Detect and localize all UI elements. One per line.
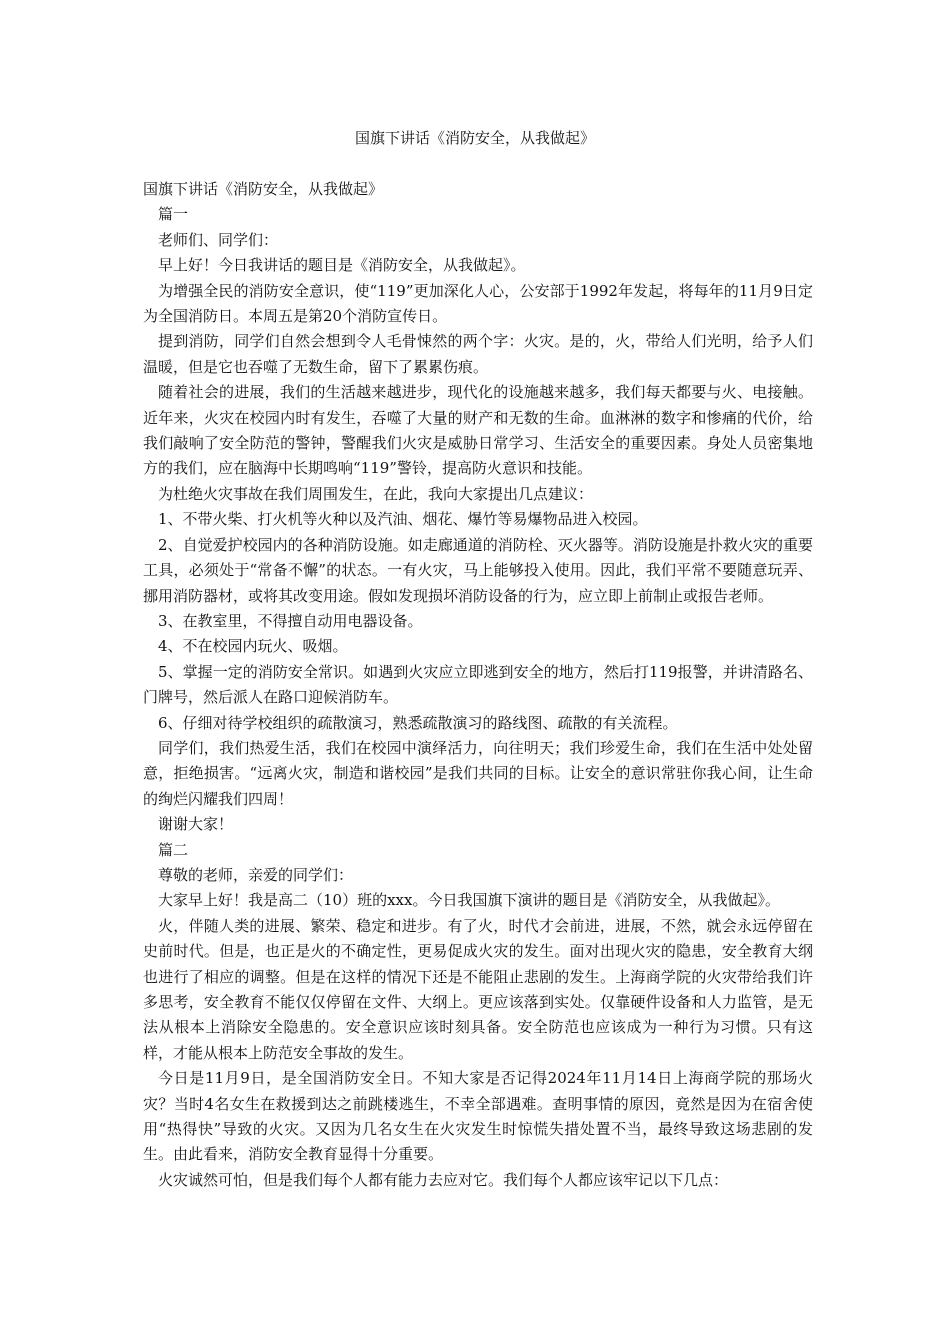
paragraph: 大家早上好！我是高二（10）班的xxx。今日我国旗下演讲的题目是《消防安全，从我做起》。 (158, 891, 780, 910)
paragraph: 为增强全民的消防安全意识，使“119”更加深化人心，公安部于1992年发起，将每年的11月9日定为全国消防日。本周五是第20个消防宣传日。 (143, 281, 813, 326)
paragraph: 同学们，我们热爱生活，我们在校园中演绎活力，向往明天；我们珍爱生命，我们在生活中处处留意，拒绝损害。“远离火灾，制造和谐校园”是我们共同的目标。让安全的意识常驻你我心间，让生命的绚烂闪耀我们四周！ (143, 738, 813, 808)
paragraph: 今日是11月9日，是全国消防安全日。不知大家是否记得2024年11月14日上海商学院的那场火灾？当时4名女生在救援到达之前跳楼逃生，不幸全部遇难。查明事情的原因，竟然是因为在宿舍使用“热得快”导致的火灾。又因为几名女生在火灾发生时惊慌失措处置不当，最终导致这场悲剧的发生。由此看来，消防安全教育显得十分重要。 (143, 1069, 813, 1164)
paragraph: 4、不在校园内玩火、吸烟。 (158, 637, 348, 656)
paragraph: 5、掌握一定的消防安全常识。如遇到火灾应立即逃到安全的地方，然后打119报警，并讲清路名、门牌号，然后派人在路口迎候消防车。 (143, 662, 813, 707)
paragraph: 火灾诚然可怕，但是我们每个人都有能力去应对它。我们每个人都应该牢记以下几点： (158, 1170, 729, 1189)
paragraph: 谢谢大家！ (158, 815, 234, 834)
paragraph: 火，伴随人类的进展、繁荣、稳定和进步。有了火，时代才会前进，进展，不然，就会永远停留在史前时代。但是，也正是火的不确定性，更易促成火灾的发生。面对出现火灾的隐患，安全教育大纲也进行了相应的调整。但是在这样的情况下还是不能阻止悲剧的发生。上海商学院的火灾带给我们许多思考，安全教育不能仅仅停留在文件、大纲上。更应该落到实处。仅靠硬件设备和人力监管，是无法从根本上消除安全隐患的。安全意识应该时刻具备。安全防范也应该成为一种行为习惯。只有这样，才能从根本上防范安全事故的发生。 (143, 916, 813, 1062)
paragraph: 篇二 (158, 840, 189, 859)
paragraph: 尊敬的老师，亲爱的同学们： (158, 865, 354, 884)
paragraph: 为杜绝火灾事故在我们周围发生，在此，我向大家提出几点建议： (158, 484, 594, 503)
paragraph: 1、不带火柴、打火机等火种以及汽油、烟花、爆竹等易爆物品进入校园。 (158, 510, 648, 529)
paragraph: 2、自觉爱护校园内的各种消防设施。如走廊通道的消防栓、灭火器等。消防设施是扑救火灾的重要工具，必须处于“常备不懈”的状态。一有火灾，马上能够投入使用。因此，我们平常不要随意玩弄、挪用消防器材，或将其改变用途。假如发现损坏消防设备的行为，应立即上前制止或报告老师。 (143, 535, 813, 605)
document-subtitle: 国旗下讲话《消防安全，从我做起》 (143, 180, 384, 198)
document-title: 国旗下讲话《消防安全，从我做起》 (354, 129, 595, 147)
document-body (143, 177, 813, 1193)
paragraph: 早上好！今日我讲话的题目是《消防安全，从我做起》。 (158, 256, 526, 275)
paragraph: 篇一 (158, 205, 189, 224)
paragraph: 提到消防，同学们自然会想到令人毛骨悚然的两个字：火灾。是的，火，带给人们光明，给予人们温暖，但是它也吞噬了无数生命，留下了累累伤痕。 (143, 332, 813, 376)
paragraph: 6、仔细对待学校组织的疏散演习，熟悉疏散演习的路线图、疏散的有关流程。 (158, 713, 678, 732)
paragraph: 老师们、同学们： (158, 230, 279, 249)
paragraph: 3、在教室里，不得擅自动用电器设备。 (158, 611, 423, 630)
paragraph: 随着社会的进展，我们的生活越来越进步，现代化的设施越来越多，我们每天都要与火、电接触。近年来，火灾在校园内时有发生，吞噬了大量的财产和无数的生命。血淋淋的数字和惨痛的代价，给我们敲响了安全防范的警钟，警醒我们火灾是威胁日常学习、生活安全的重要因素。身处人员密集地方的我们，应在脑海中长期鸣响“119”警铃，提高防火意识和技能。 (143, 383, 813, 478)
